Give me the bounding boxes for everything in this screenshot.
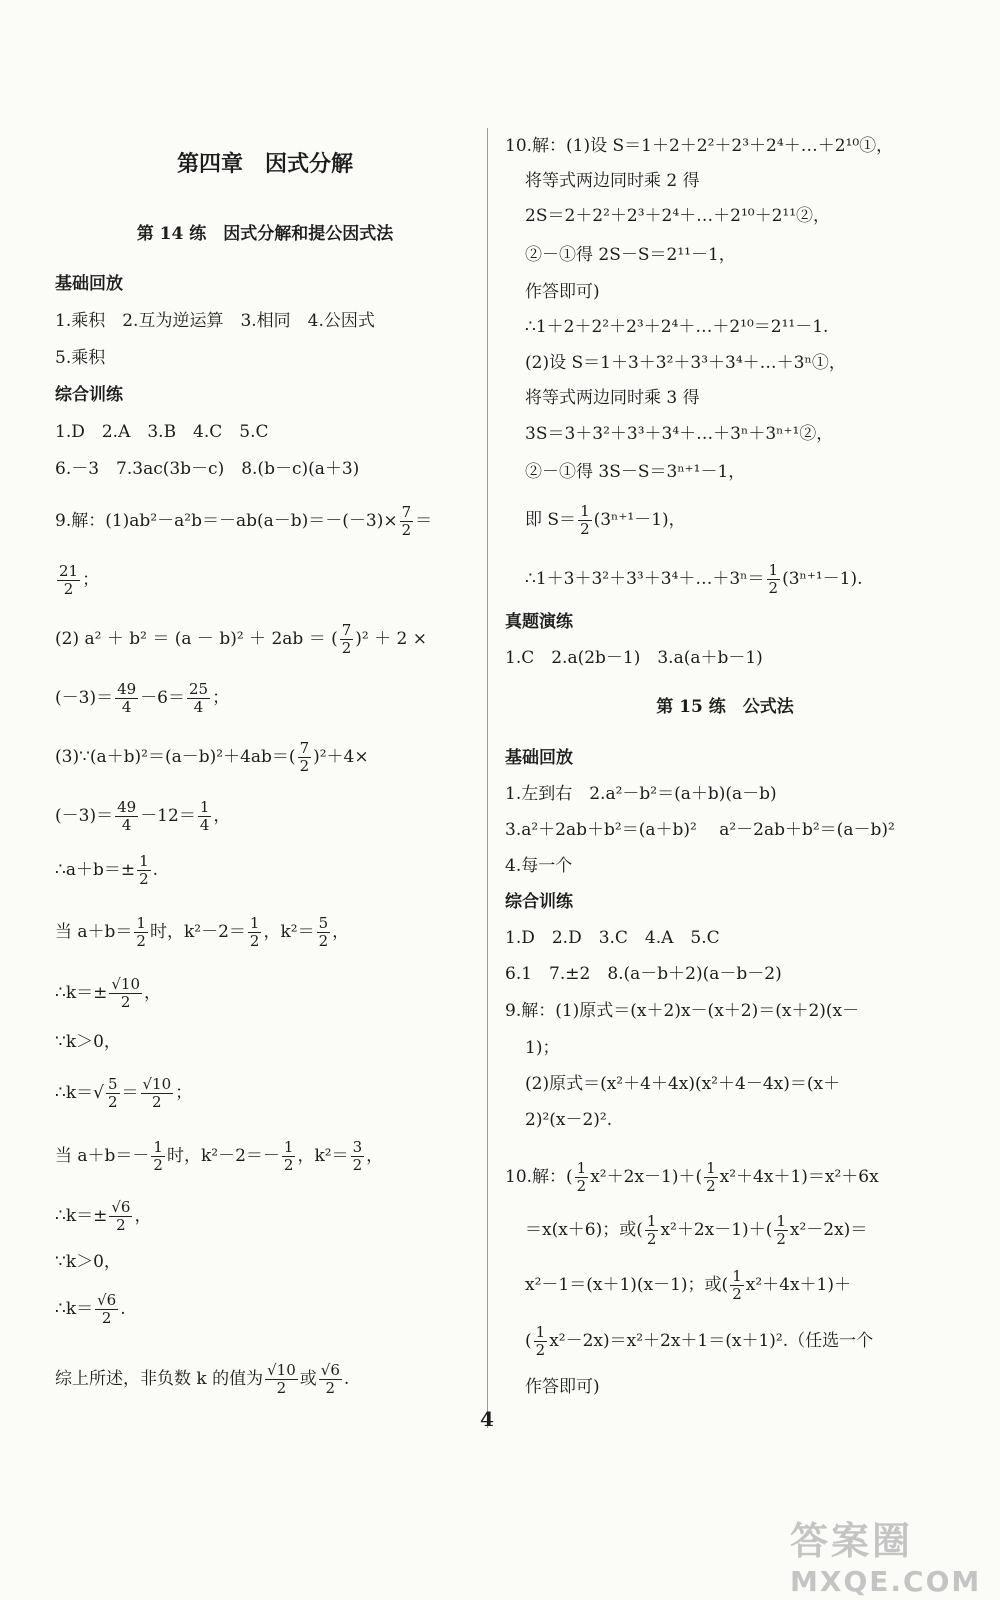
fraction: $\frac{5}{2}$ (107, 1075, 118, 1111)
q9-line-15: ∴k＝ $\frac{√6}{2}$ . (55, 1291, 126, 1327)
fraction: $\frac{√6}{2}$ (97, 1291, 117, 1327)
q10-15-line-1: 10.解：( $\frac{1}{2}$ x²＋2x－1)＋( $\frac{1}{2}$ x²＋4x＋1)＝x²＋6x (505, 1159, 879, 1195)
q9-15-line-1: 9.解：(1)原式＝(x＋2)x－(x＋2)＝(x＋2)(x－ (505, 1001, 860, 1021)
training-heading: 综合训练 (55, 385, 123, 405)
fraction: $\frac{1}{2}$ (139, 852, 149, 888)
basic-review-answers-2: 5.乘积 (55, 348, 106, 368)
page-number: 4 (480, 1407, 494, 1431)
basic-review-answers-1: 1.乘积 2.互为逆运算 3.相同 4.公因式 (55, 311, 375, 331)
q9-line-10: ∵k＞0， (55, 1032, 121, 1052)
basic-review-heading-15: 基础回放 (505, 748, 573, 768)
q9-line-5: (3)∵(a＋b)²＝(a－b)²＋4ab＝( $\frac{7}{2}$ )²＋4× (55, 739, 369, 775)
fraction: $\frac{1}{2}$ (776, 1212, 786, 1248)
q10-line-3: 2S＝2＋2²＋2³＋2⁴＋…＋2¹⁰＋2¹¹②， (525, 206, 831, 226)
section-14-title: 第 14 练 因式分解和提公因式法 (136, 224, 394, 244)
fraction: $\frac{1}{4}$ (199, 798, 210, 834)
training-15-line-2: 6.1 7.±2 8.(a－b＋2)(a－b－2) (505, 964, 782, 984)
q10-line-11: 即 S＝ $\frac{1}{2}$ (3ⁿ⁺¹－1)， (525, 502, 686, 538)
fraction: $\frac{1}{2}$ (646, 1212, 657, 1248)
q9-line-14: ∵k＞0， (55, 1252, 121, 1272)
fraction: $\frac{5}{2}$ (318, 914, 329, 950)
q9-15-line-2: 1)； (525, 1038, 560, 1058)
q9-line-12: 当 a＋b＝－ $\frac{1}{2}$ 时，k²－2＝－ $\frac{1}{2}$ ，k²＝ $\frac{3}{2}$ ， (55, 1138, 384, 1174)
q9-line-2: $\frac{21}{2}$ ； (59, 562, 100, 598)
q9-line-13: ∴k＝± $\frac{√6}{2}$ ， (55, 1198, 152, 1234)
q10-line-6: ∴1＋2＋2²＋2³＋2⁴＋…＋2¹⁰＝2¹¹－1. (525, 317, 829, 337)
column-divider (487, 128, 488, 1428)
q9-conclusion: 综上所述，非负数 k 的值为 $\frac{√10}{2}$ 或 $\frac{√6}{2}$ . (55, 1361, 350, 1397)
fraction: $\frac{1}{2}$ (576, 1159, 587, 1195)
q10-line-4: ②－①得 2S－S＝2¹¹－1， (525, 245, 736, 265)
fraction: $\frac{49}{4}$ (117, 798, 137, 834)
real-exam-answers: 1.C 2.a(2b－1) 3.a(a＋b－1) (505, 648, 763, 668)
q10-line-9: 3S＝3＋3²＋3³＋3⁴＋…＋3ⁿ＋3ⁿ⁺¹②， (525, 424, 834, 444)
fraction: $\frac{7}{2}$ (299, 739, 310, 775)
fraction: $\frac{1}{2}$ (580, 502, 590, 538)
fraction: $\frac{√6}{2}$ (320, 1361, 340, 1397)
chapter-title: 第四章 因式分解 (176, 151, 353, 177)
q9-line-11: ∴k＝√ $\frac{5}{2}$ ＝ $\frac{√10}{2}$ ； (55, 1075, 193, 1111)
watermark-logo: 答案圈 MXQE.COM (790, 1519, 982, 1598)
fraction: $\frac{7}{2}$ (341, 621, 352, 657)
fraction: $\frac{21}{2}$ (59, 562, 79, 598)
q9-line-7: ∴a＋b＝± $\frac{1}{2}$ . (55, 852, 159, 888)
section-15-title: 第 15 练 公式法 (656, 697, 794, 717)
fraction: $\frac{1}{2}$ (136, 914, 146, 950)
q10-line-2: 将等式两边同时乘 2 得 (525, 171, 700, 191)
fraction: $\frac{√6}{2}$ (111, 1198, 131, 1234)
q10-15-line-5: 作答即可) (525, 1377, 600, 1397)
fraction: $\frac{√10}{2}$ (111, 975, 141, 1011)
basic-review-15-line-1: 1.左到右 2.a²－b²＝(a＋b)(a－b) (505, 784, 777, 804)
q9-15-line-4: 2)²(x－2)². (525, 1110, 613, 1130)
training-answers-1: 1.D 2.A 3.B 4.C 5.C (55, 422, 269, 442)
fraction: $\frac{7}{2}$ (401, 503, 412, 539)
q10-line-10: ②－①得 3S－S＝3ⁿ⁺¹－1， (525, 462, 746, 482)
basic-review-heading: 基础回放 (55, 274, 123, 294)
fraction: $\frac{49}{4}$ (117, 680, 137, 716)
real-exam-heading: 真题演练 (505, 612, 573, 632)
training-15-line-1: 1.D 2.D 3.C 4.A 5.C (505, 928, 720, 948)
q9-line-9: ∴k＝± $\frac{√10}{2}$ ， (55, 975, 162, 1011)
q10-line-5: 作答即可) (525, 282, 600, 302)
q9-line-8: 当 a＋b＝ $\frac{1}{2}$ 时，k²－2＝ $\frac{1}{2}$ ，k²＝ $\frac{5}{2}$ ， (55, 914, 350, 950)
basic-review-15-line-2: 3.a²＋2ab＋b²＝(a＋b)² a²－2ab＋b²＝(a－b)² (505, 820, 895, 840)
fraction: $\frac{√10}{2}$ (267, 1361, 296, 1397)
fraction: $\frac{1}{2}$ (706, 1159, 716, 1195)
fraction: $\frac{1}{2}$ (249, 914, 260, 950)
q9-line-3: (2) a² ＋ b² ＝ (a － b)² ＋ 2ab ＝ ( $\frac{7}{2}$ )² ＋ 2 × (55, 621, 427, 657)
training-heading-15: 综合训练 (505, 892, 573, 912)
q9-line-4: (－3)＝ $\frac{49}{4}$ －6＝ $\frac{25}{4}$ ； (55, 680, 230, 716)
basic-review-15-line-3: 4.每一个 (505, 856, 573, 876)
q10-line-7: (2)设 S＝1＋3＋3²＋3³＋3⁴＋…＋3ⁿ①， (525, 353, 846, 373)
q10-line-1: 10.解：(1)设 S＝1＋2＋2²＋2³＋2⁴＋…＋2¹⁰①， (505, 136, 894, 156)
fraction: $\frac{1}{2}$ (535, 1323, 546, 1359)
fraction: $\frac{1}{2}$ (732, 1267, 742, 1303)
fraction: $\frac{1}{2}$ (768, 561, 779, 597)
fraction: $\frac{1}{2}$ (153, 1138, 163, 1174)
fraction: $\frac{25}{4}$ (189, 680, 209, 716)
q10-line-8: 将等式两边同时乘 3 得 (525, 388, 700, 408)
q10-15-line-3: x²－1＝(x＋1)(x－1)；或( $\frac{1}{2}$ x²＋4x＋1)＋ (525, 1267, 851, 1303)
fraction: $\frac{1}{2}$ (283, 1138, 294, 1174)
q9-line-6: (－3)＝ $\frac{49}{4}$ －12＝ $\frac{1}{4}$ ， (55, 798, 231, 834)
q10-15-line-2: ＝x(x＋6)；或( $\frac{1}{2}$ x²＋2x－1)＋( $\frac{1}{2}$ x²－2x)＝ (525, 1212, 868, 1248)
q9-line-1: 9.解：(1)ab²－a²b＝－ab(a－b)＝－(－3)× $\frac{7}{2}$ ＝ (55, 503, 433, 539)
q10-15-line-4: ( $\frac{1}{2}$ x²－2x)＝x²＋2x＋1＝(x＋1)².（任选一个 (525, 1323, 874, 1359)
q9-15-line-3: (2)原式＝(x²＋4＋4x)(x²＋4－4x)＝(x＋ (525, 1074, 841, 1094)
fraction: $\frac{3}{2}$ (352, 1138, 363, 1174)
q10-line-12: ∴1＋3＋3²＋3³＋3⁴＋…＋3ⁿ＝ $\frac{1}{2}$ (3ⁿ⁺¹－1). (525, 561, 863, 597)
training-answers-2: 6.－3 7.3ac(3b－c) 8.(b－c)(a＋3) (55, 459, 360, 479)
fraction: $\frac{√10}{2}$ (142, 1075, 172, 1111)
